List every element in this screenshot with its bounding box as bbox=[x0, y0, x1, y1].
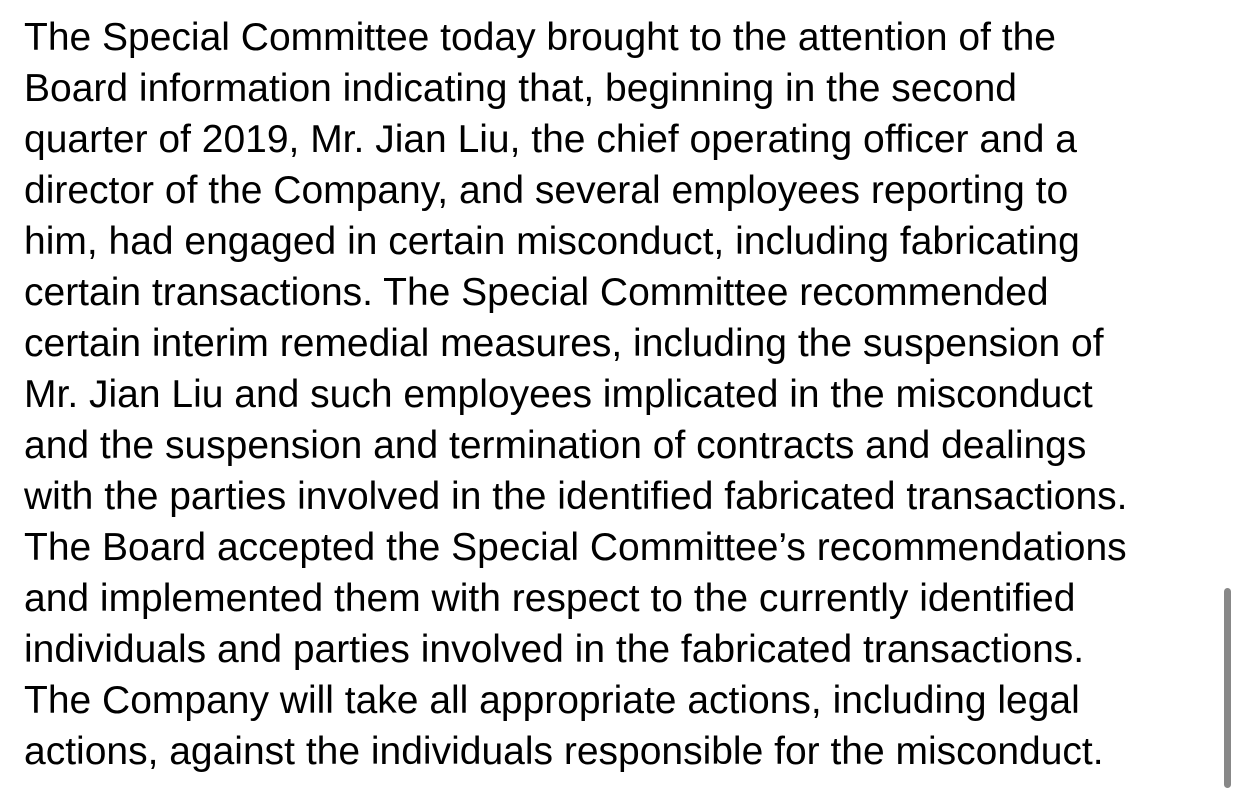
vertical-scrollbar-thumb[interactable] bbox=[1224, 588, 1231, 788]
document-paragraph bbox=[24, 12, 1224, 777]
text-line: The Special Committee today brought to the attention of the bbox=[24, 16, 1056, 59]
text-line: The Board accepted the Special Committee’s recommendations bbox=[24, 526, 1127, 569]
text-line: certain transactions. The Special Committee recommended bbox=[24, 271, 1049, 314]
text-line: with the parties involved in the identified fabricated transactions. bbox=[24, 475, 1128, 518]
text-line: actions, against the individuals responsible for the misconduct. bbox=[24, 730, 1104, 773]
text-line: quarter of 2019, Mr. Jian Liu, the chief operating officer and a bbox=[24, 118, 1077, 161]
text-line: director of the Company, and several employees reporting to bbox=[24, 169, 1069, 212]
text-line: Board information indicating that, beginning in the second bbox=[24, 67, 1017, 110]
text-line: The Company will take all appropriate actions, including legal bbox=[24, 679, 1080, 722]
text-line: him, had engaged in certain misconduct, including fabricating bbox=[24, 220, 1080, 263]
text-line: and the suspension and termination of contracts and dealings bbox=[24, 424, 1087, 467]
text-line: and implemented them with respect to the currently identified bbox=[24, 577, 1076, 620]
text-line: Mr. Jian Liu and such employees implicated in the misconduct bbox=[24, 373, 1093, 416]
text-line: certain interim remedial measures, including the suspension of bbox=[24, 322, 1104, 365]
text-line: individuals and parties involved in the fabricated transactions. bbox=[24, 628, 1085, 671]
